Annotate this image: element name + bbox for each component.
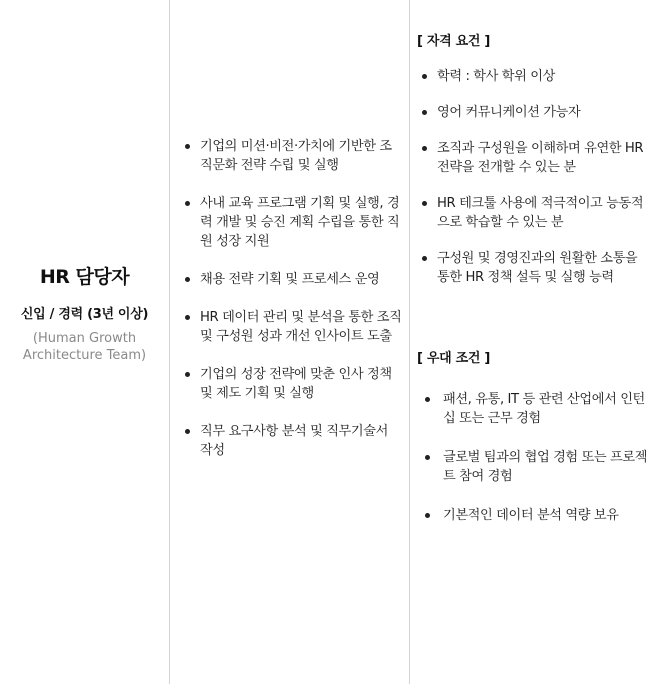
column-divider-right: [409, 0, 410, 684]
requirements-heading: [ 자격 요건 ]: [417, 34, 490, 49]
requirements-list: [417, 67, 649, 287]
duty-item: 사내 교육 프로그램 기획 및 실행, 경력 개발 및 승진 계획 수립을 통한 직원 성장 지원: [180, 194, 402, 251]
duty-item: 직무 요구사항 분석 및 직무기술서 작성: [180, 422, 402, 460]
role-level: 신입 / 경력 (3년 이상): [20, 307, 149, 322]
requirement-item: 영어 커뮤니케이션 가능자: [417, 103, 649, 122]
preferred-item: 기본적인 데이터 분석 역량 보유: [417, 506, 649, 525]
preferred-item: 패션, 유통, IT 등 관련 산업에서 인턴십 또는 근무 경험: [417, 390, 649, 428]
duty-item: 기업의 미션·비전·가치에 기반한 조직문화 전략 수립 및 실행: [180, 137, 402, 175]
column-divider-left: [169, 0, 170, 684]
preferred-heading: [ 우대 조건 ]: [417, 351, 490, 366]
role-title: HR 담당자: [39, 266, 130, 288]
requirement-item: 조직과 구성원을 이해하며 유연한 HR 전략을 전개할 수 있는 분: [417, 139, 649, 177]
duties-list: [180, 137, 402, 460]
preferred-list: [417, 390, 649, 525]
requirement-item: 구성원 및 경영진과의 원활한 소통을 통한 HR 정책 설득 및 실행 능력: [417, 249, 649, 287]
team-name-line-1: (Human Growth: [32, 331, 137, 346]
preferred-item: 글로벌 팀과의 협업 경험 또는 프로젝트 참여 경험: [417, 448, 649, 486]
qualifications-column: [417, 30, 649, 545]
duty-item: 기업의 성장 전략에 맞춘 인사 정책 및 제도 기획 및 실행: [180, 365, 402, 403]
requirement-item: HR 테크툴 사용에 적극적이고 능동적으로 학습할 수 있는 분: [417, 194, 649, 232]
requirement-item: 학력 : 학사 학위 이상: [417, 67, 649, 86]
duties-column: [180, 137, 402, 479]
duty-item: 채용 전략 기획 및 프로세스 운영: [180, 270, 402, 289]
duty-item: HR 데이터 관리 및 분석을 통한 조직 및 구성원 성과 개선 인사이트 도출: [180, 308, 402, 346]
team-name-line-2: Architecture Team): [22, 348, 147, 363]
team-name: [0, 330, 169, 364]
role-summary: [0, 262, 169, 364]
